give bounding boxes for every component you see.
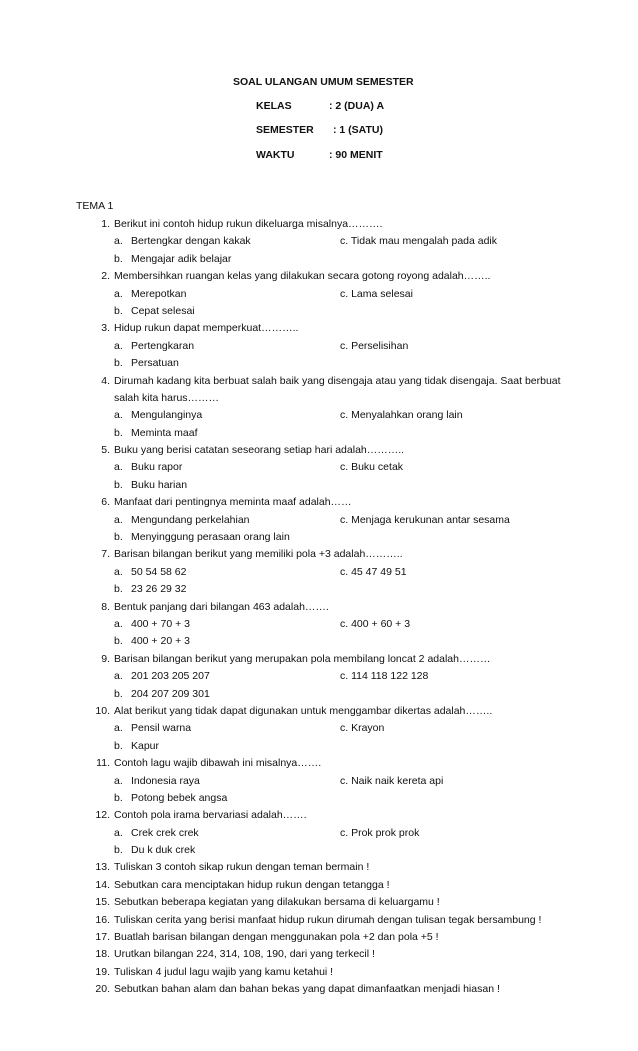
question-number: 3. (101, 322, 110, 335)
option-letter: b. (114, 304, 123, 317)
option-b-text: Menyinggung perasaan orang lain (131, 531, 290, 544)
option-letter: a. (114, 461, 123, 474)
question-row (76, 651, 576, 668)
question-row (76, 912, 576, 929)
question-text: Barisan bilangan berikut yang memiliki pola +3 adalah……….. (114, 548, 403, 561)
option-b-text: Kapur (131, 739, 160, 752)
option-b-text: Persatuan (131, 357, 179, 370)
section-title: TEMA 1 (76, 200, 114, 212)
option-letter: a. (114, 722, 123, 735)
option-c-text: c. Krayon (340, 722, 385, 735)
question-text: Buatlah barisan bilangan dengan menggunakan pola +2 dan pola +5 ! (114, 931, 439, 944)
option-a-text: 50 54 58 62 (131, 565, 187, 578)
option-letter: b. (114, 635, 123, 648)
option-row (76, 251, 576, 268)
option-letter: b. (114, 252, 123, 265)
question-row (76, 442, 576, 459)
question-row (76, 755, 576, 772)
meta-value-kelas: : 2 (DUA) A (329, 100, 385, 112)
option-c-text: c. Prok prok prok (340, 826, 420, 839)
option-row (76, 616, 576, 633)
question-text: Sebutkan bahan alam dan bahan bekas yang dapat dimanfaatkan menjadi hiasan ! (114, 983, 500, 996)
option-letter: a. (114, 339, 123, 352)
question-number: 14. (95, 878, 110, 891)
question-number: 12. (95, 809, 110, 822)
option-letter: b. (114, 791, 123, 804)
option-a-text: Crek crek crek (131, 826, 199, 839)
question-text: Tuliskan cerita yang berisi manfaat hidup rukun dirumah dengan tulisan tegak bersambung ! (114, 913, 542, 926)
question-text: Tuliskan 4 judul lagu wajib yang kamu ketahui ! (114, 965, 334, 978)
option-b-text: 400 + 20 + 3 (131, 635, 190, 648)
option-row (76, 233, 576, 250)
question-row (76, 373, 576, 390)
question-text: Contoh lagu wajib dibawah ini misalnya……. (114, 757, 322, 770)
question-number: 9. (101, 652, 110, 665)
option-b-text: Du k duk crek (131, 844, 196, 857)
option-letter: a. (114, 617, 123, 630)
option-c-text: c. 400 + 60 + 3 (340, 617, 411, 630)
option-letter: a. (114, 826, 123, 839)
option-a-text: Pensil warna (131, 722, 192, 735)
option-a-text: Mengulanginya (131, 409, 203, 422)
option-letter: b. (114, 478, 123, 491)
question-row (76, 546, 576, 563)
question-number: 6. (101, 496, 110, 509)
option-row (76, 633, 576, 650)
option-row (76, 529, 576, 546)
option-letter: a. (114, 235, 123, 248)
option-a-text: Merepotkan (131, 287, 187, 300)
option-letter: a. (114, 409, 123, 422)
option-row (76, 842, 576, 859)
option-b-text: Potong bebek angsa (131, 791, 228, 804)
question-text: Membersihkan ruangan kelas yang dilakukan secara gotong royong adalah…….. (114, 270, 491, 283)
option-a-text: Indonesia raya (131, 774, 200, 787)
option-row (76, 512, 576, 529)
question-number: 19. (95, 965, 110, 978)
question-number: 5. (101, 444, 110, 457)
question-text: Sebutkan cara menciptakan hidup rukun dengan tetangga ! (114, 878, 390, 891)
question-number: 4. (101, 374, 110, 387)
question-text: Hidup rukun dapat memperkuat……….. (114, 322, 299, 335)
question-number: 16. (95, 913, 110, 926)
meta-label-waktu: WAKTU (256, 149, 295, 161)
option-c-text: c. Lama selesai (340, 287, 413, 300)
question-number: 13. (95, 861, 110, 874)
question-row (76, 859, 576, 876)
question-number: 2. (101, 270, 110, 283)
option-letter: b. (114, 687, 123, 700)
option-letter: a. (114, 513, 123, 526)
option-row (76, 355, 576, 372)
question-row (76, 268, 576, 285)
question-text: Sebutkan beberapa kegiatan yang dilakukan bersama di keluargamu ! (114, 896, 440, 909)
option-row (76, 338, 576, 355)
question-text: Berikut ini contoh hidup rukun dikeluarga misalnya………. (114, 218, 383, 230)
option-c-text: c. Buku cetak (340, 461, 404, 474)
option-row (76, 459, 576, 476)
question-text: salah kita harus……… (114, 391, 220, 404)
option-row (76, 825, 576, 842)
option-a-text: 201 203 205 207 (131, 670, 210, 683)
question-row (76, 216, 576, 233)
option-a-text: Bertengkar dengan kakak (131, 235, 251, 248)
page-title: SOAL ULANGAN UMUM SEMESTER (233, 76, 414, 88)
option-b-text: 204 207 209 301 (131, 687, 210, 700)
option-b-text: Buku harian (131, 478, 188, 491)
question-number: 8. (101, 600, 110, 613)
option-b-text: Mengajar adik belajar (131, 252, 232, 265)
question-text: Alat berikut yang tidak dapat digunakan untuk menggambar dikertas adalah…….. (114, 704, 493, 717)
option-row (76, 720, 576, 737)
option-row (76, 564, 576, 581)
option-c-text: c. Menjaga kerukunan antar sesama (340, 513, 510, 526)
option-c-text: c. 114 118 122 128 (340, 670, 429, 683)
option-a-text: Buku rapor (131, 461, 183, 474)
meta-value-semester: : 1 (SATU) (333, 124, 383, 136)
question-text: Contoh pola irama bervariasi adalah……. (114, 809, 307, 822)
question-number: 11. (96, 757, 110, 770)
option-letter: a. (114, 287, 123, 300)
question-text: Urutkan bilangan 224, 314, 108, 190, dari yang terkecil ! (114, 948, 375, 961)
option-b-text: 23 26 29 32 (131, 583, 187, 596)
question-row (76, 877, 576, 894)
question-row (76, 320, 576, 337)
question-row (76, 807, 576, 824)
question-text: Dirumah kadang kita berbuat salah baik yang disengaja atau yang tidak disengaja. Saat berbuat (114, 374, 561, 387)
option-c-text: c. 45 47 49 51 (340, 565, 407, 578)
option-letter: b. (114, 844, 123, 857)
option-letter: a. (114, 670, 123, 683)
option-a-text: 400 + 70 + 3 (131, 617, 190, 630)
option-row (76, 773, 576, 790)
question-row (76, 894, 576, 911)
question-row (76, 390, 576, 407)
question-row (76, 981, 576, 998)
option-row (76, 790, 576, 807)
option-letter: a. (114, 774, 123, 787)
question-text: Bentuk panjang dari bilangan 463 adalah……. (114, 600, 329, 613)
option-a-text: Mengundang perkelahian (131, 513, 250, 526)
question-row (76, 599, 576, 616)
question-number: 17. (95, 931, 110, 944)
meta-value-waktu: : 90 MENIT (329, 149, 383, 161)
option-c-text: c. Naik naik kereta api (340, 774, 444, 787)
option-letter: b. (114, 357, 123, 370)
option-c-text: c. Tidak mau mengalah pada adik (340, 235, 498, 248)
question-number: 20. (95, 983, 110, 996)
question-number: 18. (95, 948, 110, 961)
question-number: 10. (95, 704, 110, 717)
question-row (76, 964, 576, 981)
option-b-text: Cepat selesai (131, 304, 195, 317)
meta-label-semester: SEMESTER (256, 124, 314, 136)
question-row (76, 946, 576, 963)
option-row (76, 407, 576, 424)
question-number: 15. (95, 896, 110, 909)
question-row (76, 494, 576, 511)
option-letter: b. (114, 739, 123, 752)
option-letter: b. (114, 531, 123, 544)
meta-label-kelas: KELAS (256, 100, 292, 112)
question-row (76, 929, 576, 946)
option-row (76, 581, 576, 598)
question-text: Tuliskan 3 contoh sikap rukun dengan teman bermain ! (114, 861, 370, 874)
question-list (76, 216, 576, 999)
option-row (76, 477, 576, 494)
question-text: Barisan bilangan berikut yang merupakan pola membilang loncat 2 adalah……… (114, 652, 491, 665)
option-row (76, 668, 576, 685)
option-letter: a. (114, 565, 123, 578)
option-b-text: Meminta maaf (131, 426, 198, 439)
option-row (76, 425, 576, 442)
question-row (76, 703, 576, 720)
question-text: Manfaat dari pentingnya meminta maaf adalah…… (114, 496, 352, 509)
option-letter: b. (114, 583, 123, 596)
option-letter: b. (114, 426, 123, 439)
option-row (76, 303, 576, 320)
option-row (76, 738, 576, 755)
option-row (76, 286, 576, 303)
question-number: 1. (101, 218, 110, 230)
question-text: Buku yang berisi catatan seseorang setiap hari adalah……….. (114, 444, 405, 457)
option-c-text: c. Perselisihan (340, 339, 409, 352)
question-number: 7. (101, 548, 110, 561)
option-a-text: Pertengkaran (131, 339, 195, 352)
option-c-text: c. Menyalahkan orang lain (340, 409, 463, 422)
option-row (76, 686, 576, 703)
